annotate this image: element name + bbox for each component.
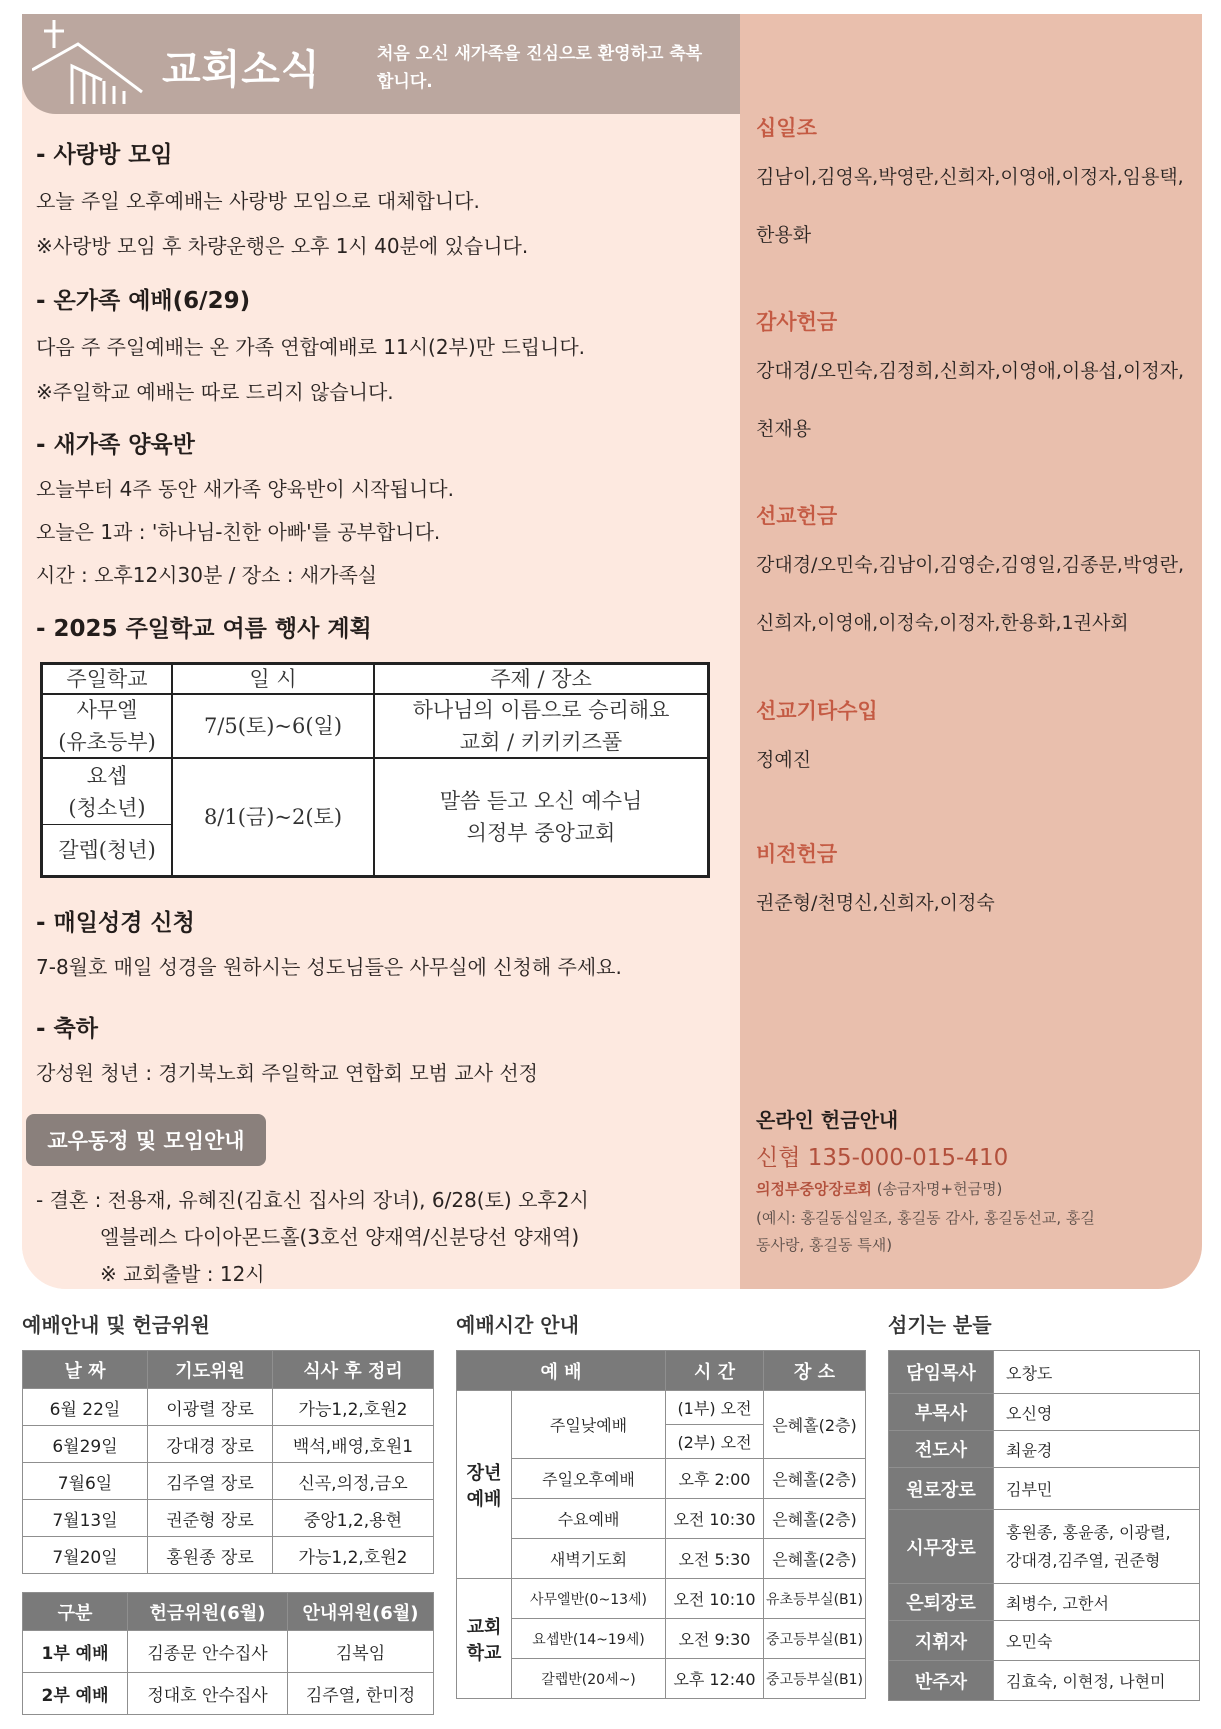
- news-line: 시간 : 오후12시30분 / 장소 : 새가족실: [36, 563, 378, 587]
- church-icon: [32, 18, 154, 108]
- table-header: 일 시: [249, 667, 297, 691]
- date-cell: 7/5(토)~6(일): [203, 714, 343, 738]
- offering-committee-table: 구분 헌금위원(6월) 안내위원(6월) 1부 예배 김종문 안수집사 김복임 2부 예배 정대호 안수집사 김주열, 한미정: [22, 1592, 434, 1715]
- dept-cell: 사무엘 (유초등부): [58, 698, 156, 754]
- offering-names: 강대경/오민숙,김정희,신희자,이영애,이용섭,이정자,천재용: [756, 360, 1185, 440]
- offering-tithe: [756, 112, 1186, 264]
- offering-title: 십일조: [756, 116, 817, 140]
- offering-title: 감사헌금: [756, 310, 838, 334]
- offering-title: 선교기타수입: [756, 699, 878, 723]
- notice-tab: 교우동정 및 모임안내: [26, 1114, 266, 1166]
- offering-names: 김남이,김영옥,박영란,신희자,이영애,이정자,임용택,한용화: [756, 166, 1184, 246]
- holder-note: (송금자명+헌금명): [876, 1180, 1003, 1198]
- table-row: 장년 예배 주일낮예배 (1부) 오전 은혜홀(2층): [457, 1391, 866, 1425]
- bank-account: 신협 135-000-015-410: [756, 1145, 1009, 1171]
- prayer-committee-table: 날 짜 기도위원 식사 후 정리 6월 22일 이광렬 장로 가능1,2,호원2 6월29일 강대경 장로 백석,배영,호원1 7월6일 김주열 장로 신곡,의정,금오 7월13일 권준형 장로 중앙1,2,용현 7월20일 홍원종 장로 가능1,2,호원2: [22, 1350, 434, 1574]
- table-header: 주일학교: [66, 667, 148, 691]
- table-row: 6월 22일 이광렬 장로 가능1,2,호원2: [23, 1389, 434, 1426]
- offering-title: 선교헌금: [756, 504, 838, 528]
- table-row: 7월20일 홍원종 장로 가능1,2,호원2: [23, 1537, 434, 1574]
- news-line: ※사랑방 모임 후 차량운행은 오후 1시 40분에 있습니다.: [36, 234, 529, 258]
- dept-cell: 갈렙(청년): [58, 838, 156, 862]
- account-holder: 의정부중앙장로회: [756, 1180, 872, 1198]
- news-small-group: [36, 136, 528, 259]
- offering-vision: [756, 838, 1186, 932]
- news-heading: - 축하: [36, 1016, 98, 1042]
- offering-names: 정예진: [756, 749, 812, 771]
- topic-cell: 하나님의 이름으로 승리해요 교회 / 키키키즈풀: [412, 698, 670, 754]
- news-heading: - 온가족 예배(6/29): [36, 288, 251, 314]
- offering-names: 강대경/오민숙,김남이,김영순,김영일,김종문,박영란,신희자,이영애,이정숙,이정자,한용화,1권사회: [756, 554, 1185, 634]
- news-line: 다음 주 주일예배는 온 가족 연합예배로 11시(2부)만 드립니다.: [36, 335, 585, 359]
- news-line: 오늘부터 4주 동안 새가족 양육반이 시작됩니다.: [36, 477, 454, 501]
- table-row: 요셉반(14~19세) 오전 9:30 중고등부실(B1): [457, 1619, 866, 1659]
- table-header: 주제 / 장소: [490, 667, 592, 691]
- news-congrats: [36, 1010, 538, 1086]
- notice-line: - 결혼 : 전용재, 유혜진(김효신 집사의 장녀), 6/28(토) 오후2시: [36, 1188, 589, 1212]
- table-row: 전도사 최윤경: [889, 1431, 1200, 1468]
- service-times-title: 예배시간 안내: [456, 1313, 579, 1337]
- table-row: 부목사 오신영: [889, 1394, 1200, 1431]
- offering-thanks: [756, 306, 1186, 458]
- news-line: 강성원 청년 : 경기북노회 주일학교 연합회 모범 교사 선정: [36, 1061, 538, 1085]
- servers-title: 섬기는 분들: [888, 1313, 992, 1337]
- summer-event-table: [40, 662, 710, 878]
- news-new-family: [36, 426, 454, 588]
- news-line: 오늘 주일 오후예배는 사랑방 모임으로 대체합니다.: [36, 189, 480, 213]
- offering-mission-other: [756, 695, 1186, 789]
- news-daily-bible: [36, 904, 622, 980]
- table-row: 7월6일 김주열 장로 신곡,의정,금오: [23, 1463, 434, 1500]
- offering-title: 비전헌금: [756, 842, 838, 866]
- news-heading: - 2025 주일학교 여름 행사 계획: [36, 616, 372, 642]
- notice-line: 엘블레스 다이아몬드홀(3호선 양재역/신분당선 양재역): [100, 1225, 580, 1249]
- table-row: 1부 예배 김종문 안수집사 김복임: [23, 1631, 434, 1673]
- table-row: 주일오후예배 오후 2:00 은혜홀(2층): [457, 1459, 866, 1499]
- table-row: 갈렙반(20세~) 오후 12:40 중고등부실(B1): [457, 1659, 866, 1699]
- news-banner: [22, 14, 740, 114]
- topic-cell: 말씀 듣고 오신 예수님 의정부 중앙교회: [439, 789, 643, 845]
- news-family-service: [36, 282, 585, 405]
- table-row: 새벽기도회 오전 5:30 은혜홀(2층): [457, 1539, 866, 1579]
- table-row: (2부) 오전: [457, 1425, 866, 1459]
- news-line: 7-8월호 매일 성경을 원하시는 성도님들은 사무실에 신청해 주세요.: [36, 955, 622, 979]
- table-row: 교회 학교 사무엘반(0~13세) 오전 10:10 유초등부실(B1): [457, 1579, 866, 1619]
- table-row: 6월29일 강대경 장로 백석,배영,호원1: [23, 1426, 434, 1463]
- news-line: 오늘은 1과 : '하나님-친한 아빠'를 공부합니다.: [36, 520, 441, 544]
- table-row: 수요예배 오전 10:30 은혜홀(2층): [457, 1499, 866, 1539]
- date-cell: 8/1(금)~2(토): [203, 805, 343, 829]
- online-example: (예시: 홍길동십일조, 홍길동 감사, 홍길동선교, 홍길동사랑, 홍길동 특새): [756, 1209, 1095, 1254]
- news-heading: - 새가족 양육반: [36, 432, 195, 458]
- notice-line: ※ 교회출발 : 12시: [100, 1262, 265, 1286]
- online-title: 온라인 헌금안내: [756, 1108, 899, 1132]
- service-times-table: 예 배 시 간 장 소 장년 예배 주일낮예배 (1부) 오전 은혜홀(2층) (2부) 오전 주일오후예배 오후 2:00 은혜홀(2층) 수요예배 오전 10:30 은혜홀(2층) 새벽기도회 오전 5:30 은혜홀(2층) 교회 학교 사무엘반(0~13세) 오전 10:10 유초등부실(B1) 요셉반(14~19세) 오전 9:30 중고등부실(B1) 갈렙반(20세~) 오후 12:40 중고등부실(B1): [456, 1350, 866, 1699]
- news-line: ※주일학교 예배는 따로 드리지 않습니다.: [36, 380, 394, 404]
- table-row: 7월13일 권준형 장로 중앙1,2,용현: [23, 1500, 434, 1537]
- news-heading: - 사랑방 모임: [36, 142, 173, 168]
- table-row: 반주자 김효숙, 이현정, 나현미: [889, 1661, 1200, 1701]
- wedding-notice: [36, 1184, 589, 1287]
- news-title: 교회소식: [162, 47, 321, 93]
- welcome-message: 처음 오신 새가족을 진심으로 환영하고 축복합니다.: [377, 44, 703, 92]
- news-summer-events: [36, 610, 372, 643]
- servers-table: [888, 1350, 1200, 1701]
- table-row: 원로장로 김부민: [889, 1468, 1200, 1510]
- dept-cell: 요셉 (청소년): [68, 763, 146, 820]
- table-row: 은퇴장로 최병수, 고한서: [889, 1584, 1200, 1621]
- news-panel: [22, 14, 740, 1289]
- offering-names: 권준형/천명신,신희자,이정숙: [756, 892, 995, 914]
- online-offering: [756, 1104, 1196, 1259]
- table-row: 2부 예배 정대호 안수집사 김주열, 한미정: [23, 1673, 434, 1715]
- worship-guide-title: 예배안내 및 헌금위원: [22, 1313, 210, 1337]
- offering-mission: [756, 500, 1186, 652]
- table-row: 지휘자 오민숙: [889, 1621, 1200, 1661]
- table-row: 담임목사 오창도: [889, 1351, 1200, 1394]
- table-row: 시무장로 홍원종, 홍윤종, 이광렬, 강대경,김주열, 권준형: [889, 1510, 1200, 1584]
- news-heading: - 매일성경 신청: [36, 910, 195, 936]
